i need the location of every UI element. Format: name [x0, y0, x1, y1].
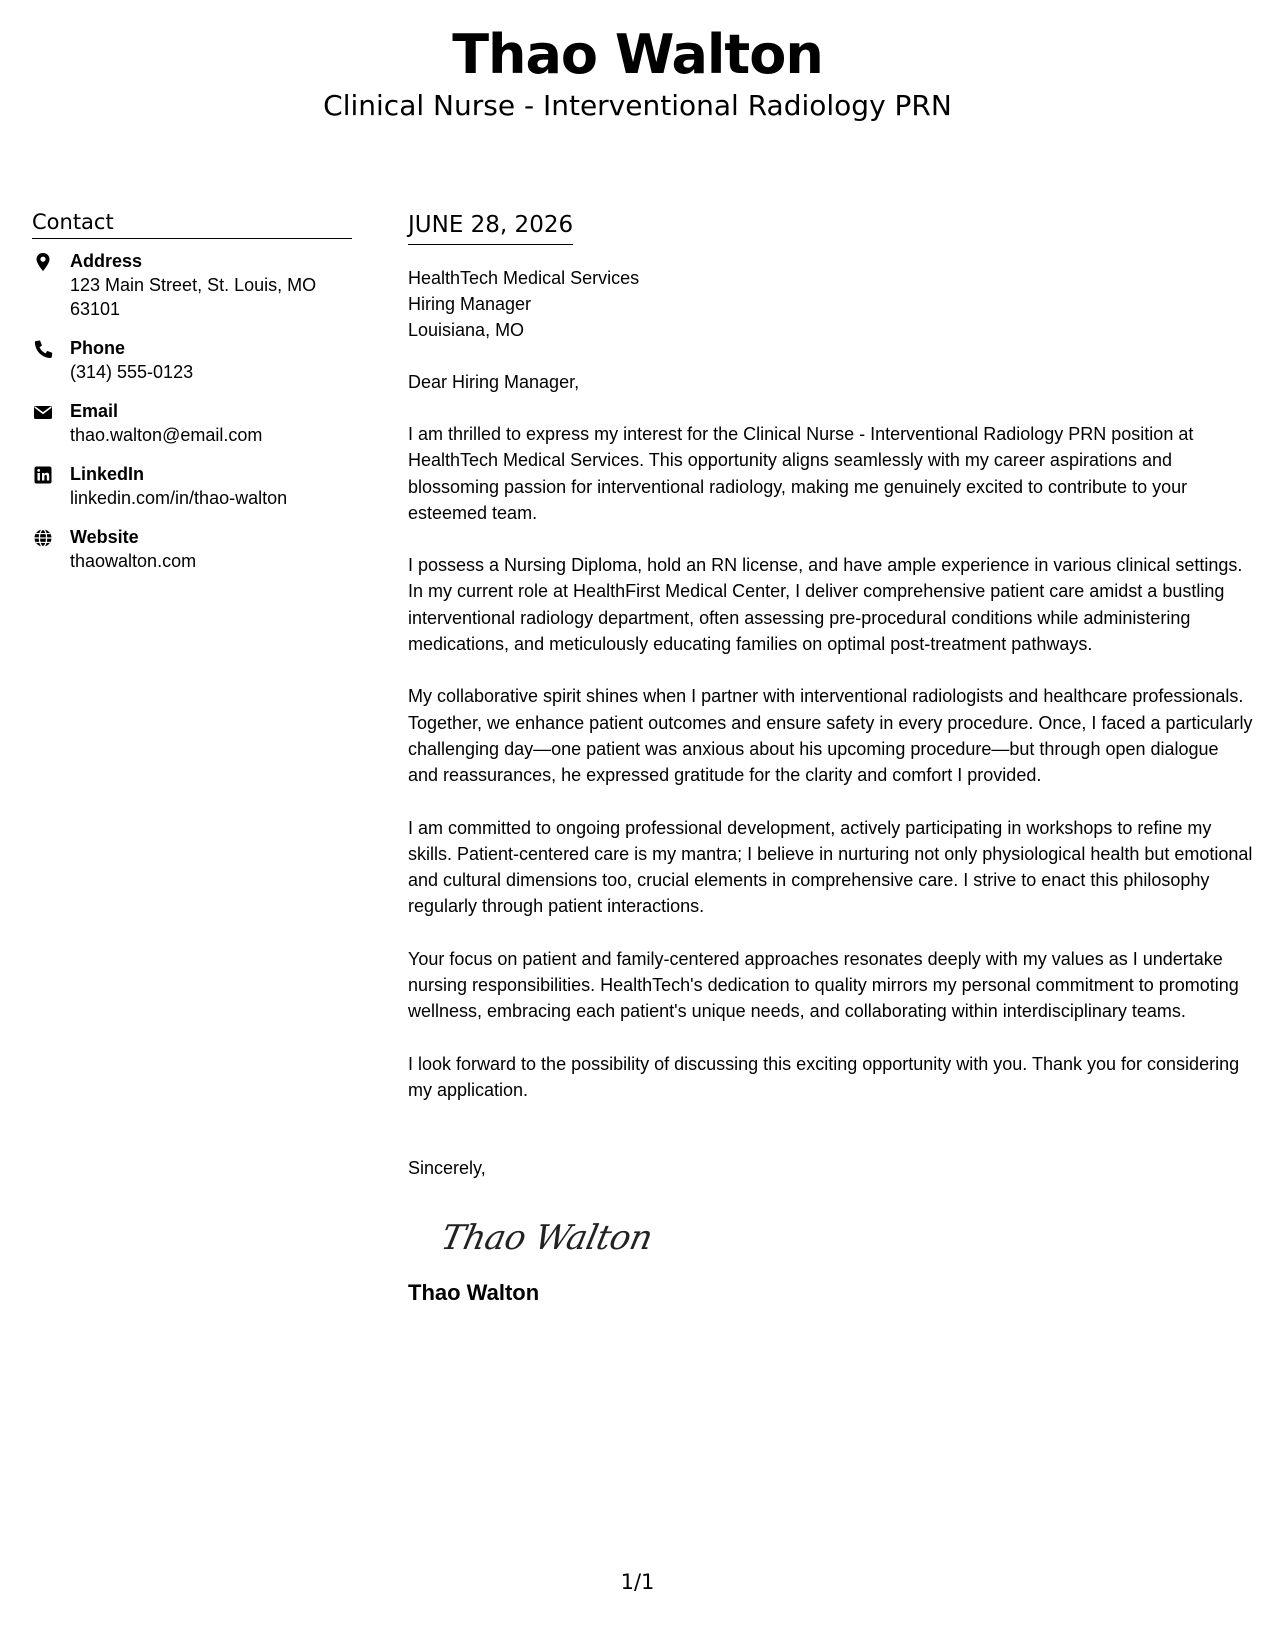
contact-value: (314) 555-0123: [70, 362, 194, 382]
letter-paragraph: My collaborative spirit shines when I partner with interventional radiologists and healthcare professionals. Together, we enhance patient outcomes and ensure safety in every procedure. Once, I faced a particularly challenging day—one patient was anxious about his upcoming procedure—but through open dialogue and reassurances, he expressed gratitude for the clarity and comfort I provided.: [408, 686, 1253, 786]
handwritten-signature: [436, 1209, 656, 1265]
contact-value: thao.walton@email.com: [70, 425, 263, 445]
letter-date: JUNE 28, 2026: [408, 210, 573, 245]
contact-value: 123 Main Street, St. Louis, MO 63101: [70, 275, 317, 319]
contact-label: Website: [70, 527, 139, 547]
recipient-location: Louisiana, MO: [408, 320, 525, 340]
contact-item-phone: [32, 336, 352, 384]
contact-value: linkedin.com/in/thao-walton: [70, 488, 288, 508]
contact-value: thaowalton.com: [70, 551, 197, 571]
linkedin-icon: [32, 465, 54, 485]
contact-item-website: [32, 525, 352, 573]
recipient-attention: Hiring Manager: [408, 294, 532, 314]
signature-script: Thao Walton: [437, 1218, 656, 1259]
letter-header: [0, 22, 1275, 124]
letter-paragraph: I am thrilled to express my interest for the Clinical Nurse - Interventional Radiology PRN position at HealthTech Medical Services. This opportunity aligns seamlessly with my career aspirations and blossoming passion for interventional radiology, making me genuinely excited to contribute to your esteemed team.: [408, 424, 1194, 523]
recipient-company: HealthTech Medical Services: [408, 268, 640, 288]
letter-paragraph: I look forward to the possibility of discussing this exciting opportunity with you. Thank you for considering my application.: [408, 1053, 1240, 1100]
salutation: Dear Hiring Manager,: [408, 372, 580, 392]
applied-position-title: Clinical Nurse - Interventional Radiology PRN: [323, 89, 952, 122]
phone-icon: [32, 339, 54, 359]
page-number: 1/1: [620, 1570, 655, 1594]
map-pin-icon: [32, 252, 54, 272]
contact-list: [32, 249, 352, 573]
globe-icon: [32, 528, 54, 548]
contact-label: Address: [70, 251, 143, 271]
contact-section-title: Contact: [32, 208, 352, 239]
contact-sidebar: [32, 208, 352, 588]
applicant-name: Thao Walton: [452, 23, 823, 86]
signer-name: Thao Walton: [408, 1280, 540, 1306]
letter-body: [408, 210, 1253, 1307]
contact-label: LinkedIn: [70, 464, 145, 484]
contact-label: Email: [70, 401, 119, 421]
letter-paragraph: Your focus on patient and family-centered approaches resonates deeply with my values as I undertake nursing responsibilities. HealthTech's dedication to quality mirrors my personal commitment to promoting wellness, embracing each patient's unique needs, and collaborating within interdisciplinary teams.: [408, 948, 1239, 1022]
closing-line: Sincerely,: [408, 1158, 486, 1179]
contact-label: Phone: [70, 338, 126, 358]
contact-item-linkedin: [32, 462, 352, 510]
letter-paragraph: I am committed to ongoing professional development, actively participating in workshops to refine my skills. Patient-centered care is my mantra; I believe in nurturing not only physiological health but emotional and cultural dimensions too, crucial elements in comprehensive care. I strive to enact this philosophy regularly through patient interactions.: [408, 817, 1253, 917]
letter-paragraph: I possess a Nursing Diploma, hold an RN license, and have ample experience in various clinical settings. In my current role at HealthFirst Medical Center, I deliver comprehensive patient care amidst a bustling interventional radiology department, often assessing pre-procedural conditions while administering medications, and meticulously educating families on optimal post-treatment pathways.: [408, 555, 1243, 655]
contact-item-email: [32, 399, 352, 447]
recipient-block: [408, 265, 1253, 343]
contact-item-address: [32, 249, 352, 321]
envelope-icon: [32, 402, 54, 422]
